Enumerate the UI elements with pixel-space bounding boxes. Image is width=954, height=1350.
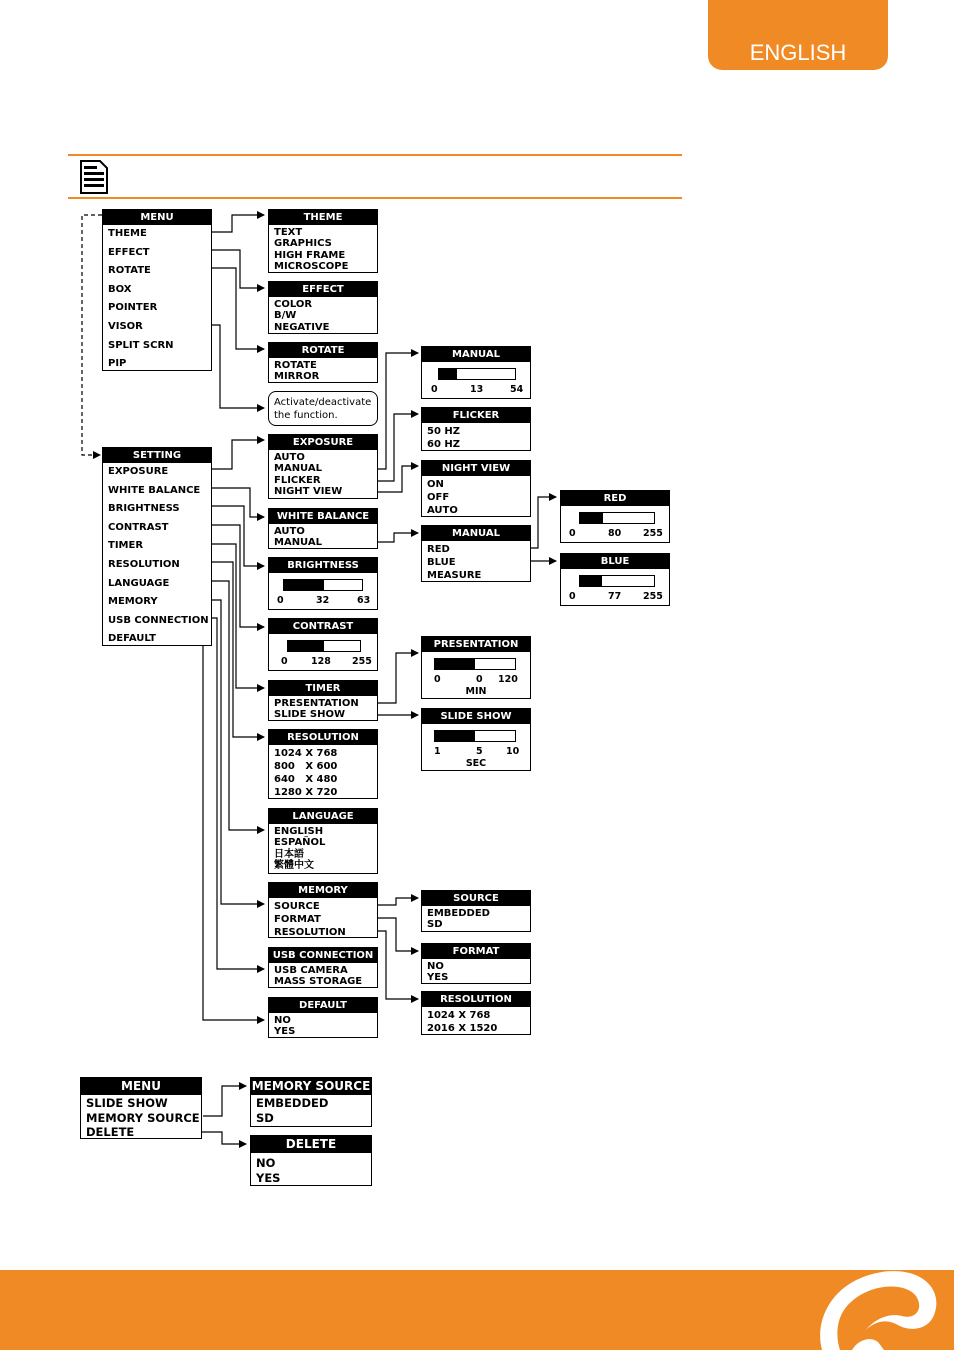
red-max: 255	[643, 528, 663, 539]
theme-option-text[interactable]: TEXT	[274, 227, 303, 238]
red-title: RED	[561, 491, 669, 506]
setting-item-white-balance[interactable]: WHITE BALANCE	[108, 484, 201, 496]
menu-box	[102, 209, 212, 371]
blue-min: 0	[569, 591, 576, 602]
default-title: DEFAULT	[269, 998, 377, 1013]
menu-item-split-scrn[interactable]: SPLIT SCRN	[108, 339, 174, 351]
setting-title: SETTING	[103, 448, 211, 463]
menu-item-box[interactable]: BOX	[108, 283, 132, 295]
mem-resolution-box	[421, 991, 531, 1035]
default-option-no[interactable]: NO	[274, 1015, 291, 1026]
wb-manual-option-blue[interactable]: BLUE	[427, 557, 456, 568]
language-title: LANGUAGE	[269, 809, 377, 824]
contrast-max: 255	[352, 656, 372, 667]
timer-box	[268, 680, 378, 721]
red-box	[560, 490, 670, 543]
rotate-box	[268, 342, 378, 383]
timer-option-presentation[interactable]: PRESENTATION	[274, 698, 359, 709]
white-balance-box	[268, 508, 378, 549]
memory-title: MEMORY	[269, 883, 377, 898]
mem-format-option-no[interactable]: NO	[427, 961, 444, 972]
red-slider[interactable]	[579, 512, 655, 524]
blue-box	[560, 553, 670, 606]
resolution-option-640[interactable]: 640 X 480	[274, 774, 338, 785]
mem-resolution-option-2016[interactable]: 2016 X 1520	[427, 1023, 498, 1034]
red-min: 0	[569, 528, 576, 539]
language-box	[268, 808, 378, 874]
brightness-title: BRIGHTNESS	[269, 558, 377, 573]
wb-manual-title: MANUAL	[422, 526, 530, 541]
contrast-slider[interactable]	[287, 640, 361, 652]
exposure-manual-max: 54	[510, 384, 524, 395]
exposure-manual-value: 13	[470, 384, 484, 395]
menu2-box	[80, 1077, 202, 1139]
delete-option-yes[interactable]: YES	[256, 1170, 281, 1185]
effect-title: EFFECT	[269, 282, 377, 297]
brightness-max: 63	[357, 595, 371, 606]
usb-connection-title: USB CONNECTION	[269, 948, 377, 963]
presentation-slider[interactable]	[434, 658, 516, 670]
brightness-slider[interactable]	[283, 579, 363, 591]
menu-title: MENU	[103, 210, 211, 225]
contrast-box	[268, 618, 378, 671]
memory-box	[268, 882, 378, 938]
contrast-min: 0	[281, 656, 288, 667]
memory-option-format[interactable]: FORMAT	[274, 914, 321, 925]
language-option-english[interactable]: ENGLISH	[274, 826, 324, 837]
theme-title: THEME	[269, 210, 377, 225]
effect-option-negative[interactable]: NEGATIVE	[274, 321, 330, 333]
rotate-option-mirror[interactable]: MIRROR	[274, 371, 320, 383]
memory-source-box	[250, 1077, 372, 1127]
exposure-manual-slider[interactable]	[438, 368, 516, 380]
language-tab-label: ENGLISH	[749, 40, 847, 65]
brightness-box	[268, 557, 378, 610]
usb-connection-box	[268, 947, 378, 988]
slide-show-max: 10	[506, 746, 520, 757]
flicker-box	[421, 407, 531, 451]
slide-show-title: SLIDE SHOW	[422, 709, 530, 724]
presentation-box	[421, 636, 531, 699]
theme-option-microscope[interactable]: MICROSCOPE	[274, 260, 349, 272]
slide-show-value: 5	[476, 746, 483, 757]
presentation-min: 0	[434, 674, 441, 685]
delete-option-no[interactable]: NO	[256, 1156, 276, 1170]
exposure-option-night-view[interactable]: NIGHT VIEW	[274, 485, 343, 497]
exposure-title: EXPOSURE	[269, 435, 377, 450]
footer-band	[0, 1270, 954, 1350]
brand-logo-icon	[812, 1270, 954, 1350]
setting-item-resolution[interactable]: RESOLUTION	[108, 558, 180, 570]
memory-option-source[interactable]: SOURCE	[274, 901, 320, 912]
mem-format-box	[421, 943, 531, 984]
timer-title: TIMER	[269, 681, 377, 696]
slide-show-unit: SEC	[465, 758, 487, 769]
presentation-unit: MIN	[465, 686, 487, 697]
resolution-box	[268, 729, 378, 799]
blue-slider[interactable]	[579, 575, 655, 587]
delete-title: DELETE	[251, 1136, 371, 1153]
setting-item-usb-connection[interactable]: USB CONNECTION	[108, 614, 209, 626]
night-view-option-on[interactable]: ON	[427, 479, 444, 490]
menu-item-theme[interactable]: THEME	[108, 228, 147, 239]
setting-box	[102, 447, 212, 646]
setting-item-timer[interactable]: TIMER	[108, 540, 144, 552]
theme-option-high-frame[interactable]: HIGH FRAME	[274, 249, 346, 261]
mem-format-title: FORMAT	[422, 944, 530, 959]
resolution-option-1280[interactable]: 1280 X 720	[274, 787, 338, 798]
night-view-box	[421, 460, 531, 517]
effect-box	[268, 281, 378, 334]
mem-source-box	[421, 890, 531, 932]
blue-value: 77	[608, 591, 622, 602]
mem-resolution-title: RESOLUTION	[422, 992, 530, 1007]
menu2-item-delete[interactable]: DELETE	[86, 1125, 135, 1139]
effect-option-color[interactable]: COLOR	[274, 299, 313, 310]
menu2-title: MENU	[81, 1078, 201, 1095]
memory-source-title: MEMORY SOURCE	[251, 1079, 371, 1093]
delete-box	[250, 1135, 372, 1186]
resolution-option-800[interactable]: 800 X 600	[274, 761, 338, 772]
rotate-option-rotate[interactable]: ROTATE	[274, 360, 317, 371]
resolution-option-1024[interactable]: 1024 X 768	[274, 748, 338, 759]
setting-item-memory[interactable]: MEMORY	[108, 596, 158, 608]
exposure-option-flicker[interactable]: FLICKER	[274, 474, 321, 486]
night-view-title: NIGHT VIEW	[422, 461, 530, 476]
menu-item-pip[interactable]: PIP	[108, 358, 127, 370]
flicker-title: FLICKER	[422, 408, 530, 423]
timer-option-slide-show[interactable]: SLIDE SHOW	[274, 709, 346, 721]
night-view-option-off[interactable]: OFF	[427, 492, 450, 503]
setting-item-default[interactable]: DEFAULT	[108, 633, 156, 645]
resolution-title: RESOLUTION	[269, 730, 377, 745]
theme-box	[268, 209, 378, 273]
setting-item-exposure[interactable]: EXPOSURE	[108, 466, 169, 477]
menu-item-rotate[interactable]: ROTATE	[108, 265, 151, 277]
white-balance-title: WHITE BALANCE	[269, 509, 377, 524]
brightness-value: 32	[316, 595, 330, 606]
presentation-value: 0	[476, 674, 483, 685]
contrast-value: 128	[311, 656, 331, 667]
menu-item-pointer[interactable]: POINTER	[108, 302, 158, 314]
wb-option-manual[interactable]: MANUAL	[274, 537, 322, 549]
exposure-manual-box	[421, 346, 531, 399]
exposure-box	[268, 434, 378, 499]
usb-option-camera[interactable]: USB CAMERA	[274, 965, 348, 976]
rotate-title: ROTATE	[269, 343, 377, 358]
setting-item-brightness[interactable]: BRIGHTNESS	[108, 503, 180, 515]
contrast-title: CONTRAST	[269, 619, 377, 634]
activate-note: Activate/deactivate the function.	[268, 391, 378, 426]
menu2-item-memory-source[interactable]: MEMORY SOURCE	[86, 1110, 200, 1125]
menu2-item-slide-show[interactable]: SLIDE SHOW	[86, 1096, 168, 1110]
mem-source-option-embedded[interactable]: EMBEDDED	[427, 908, 490, 919]
night-view-option-auto[interactable]: AUTO	[427, 505, 458, 516]
usb-option-mass-storage[interactable]: MASS STORAGE	[274, 976, 363, 988]
wb-manual-option-measure[interactable]: MEASURE	[427, 570, 482, 581]
wb-manual-option-red[interactable]: RED	[427, 544, 450, 555]
mem-source-title: SOURCE	[422, 891, 530, 906]
effect-option-bw[interactable]: B/W	[274, 310, 297, 322]
red-value: 80	[608, 528, 622, 539]
memory-source-option-sd[interactable]: SD	[256, 1110, 274, 1125]
menu-item-visor[interactable]: VISOR	[108, 320, 143, 332]
presentation-title: PRESENTATION	[422, 637, 530, 652]
language-option-chinese[interactable]: 繁體中文	[274, 859, 314, 871]
language-option-japanese[interactable]: 日本語	[274, 848, 304, 860]
slide-show-min: 1	[434, 746, 441, 757]
setting-item-language[interactable]: LANGUAGE	[108, 577, 170, 589]
exposure-manual-min: 0	[431, 384, 438, 395]
memory-option-resolution[interactable]: RESOLUTION	[274, 927, 346, 938]
mem-source-option-sd[interactable]: SD	[427, 919, 443, 931]
flicker-option-60hz[interactable]: 60 HZ	[427, 439, 461, 450]
memory-source-option-embedded[interactable]: EMBEDDED	[256, 1096, 329, 1110]
default-box	[268, 997, 378, 1038]
mem-resolution-option-1024[interactable]: 1024 X 768	[427, 1010, 491, 1021]
slide-show-box	[421, 708, 531, 771]
wb-option-auto[interactable]: AUTO	[274, 526, 305, 537]
default-option-yes[interactable]: YES	[274, 1026, 296, 1038]
menu-item-effect[interactable]: EFFECT	[108, 246, 150, 258]
slide-show-slider[interactable]	[434, 730, 516, 742]
wb-manual-box	[421, 525, 531, 582]
theme-option-graphics[interactable]: GRAPHICS	[274, 238, 332, 250]
exposure-option-auto[interactable]: AUTO	[274, 452, 305, 463]
setting-item-contrast[interactable]: CONTRAST	[108, 521, 169, 533]
presentation-max: 120	[498, 674, 518, 685]
exposure-manual-title: MANUAL	[422, 347, 530, 362]
exposure-option-manual[interactable]: MANUAL	[274, 463, 322, 475]
brightness-min: 0	[277, 595, 284, 606]
blue-title: BLUE	[561, 554, 669, 569]
mem-format-option-yes[interactable]: YES	[427, 972, 449, 984]
language-option-espanol[interactable]: ESPAÑOL	[274, 837, 326, 849]
blue-max: 255	[643, 591, 663, 602]
flicker-option-50hz[interactable]: 50 HZ	[427, 426, 461, 437]
